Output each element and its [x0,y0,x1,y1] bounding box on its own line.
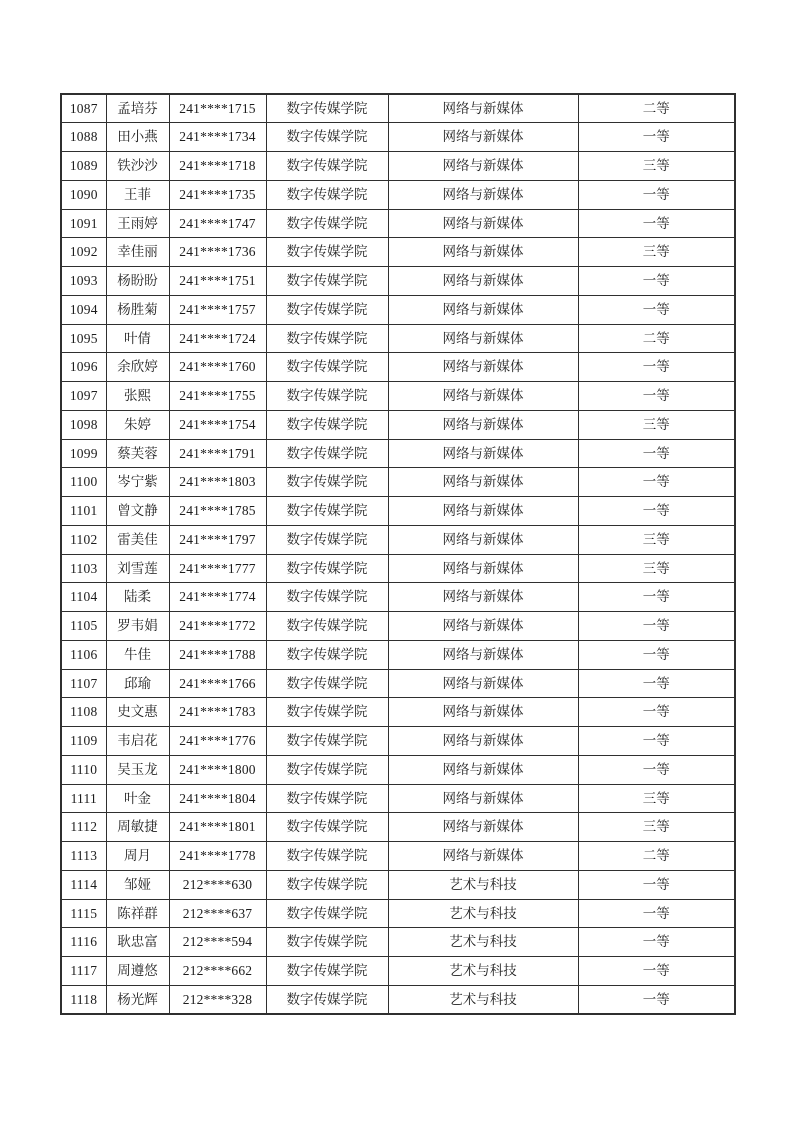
cell-student-name: 铁沙沙 [106,152,169,181]
cell-student-name: 幸佳丽 [106,238,169,267]
cell-serial-number: 1104 [61,583,106,612]
cell-award-level: 一等 [578,899,735,928]
cell-masked-student-id: 241****1760 [169,353,266,382]
table-row [61,238,735,267]
cell-college: 数字传媒学院 [266,755,388,784]
cell-college: 数字传媒学院 [266,94,388,123]
table-row [61,209,735,238]
cell-serial-number: 1103 [61,554,106,583]
cell-student-name: 杨盼盼 [106,267,169,296]
cell-student-name: 史文惠 [106,698,169,727]
cell-college: 数字传媒学院 [266,698,388,727]
cell-student-name: 陈祥群 [106,899,169,928]
cell-serial-number: 1096 [61,353,106,382]
cell-major: 艺术与科技 [388,957,578,986]
cell-serial-number: 1113 [61,842,106,871]
cell-student-name: 杨光辉 [106,985,169,1014]
cell-masked-student-id: 241****1776 [169,727,266,756]
cell-masked-student-id: 212****630 [169,870,266,899]
cell-serial-number: 1117 [61,957,106,986]
table-row [61,928,735,957]
cell-college: 数字传媒学院 [266,382,388,411]
cell-award-level: 三等 [578,554,735,583]
cell-major: 网络与新媒体 [388,525,578,554]
cell-serial-number: 1088 [61,123,106,152]
cell-serial-number: 1114 [61,870,106,899]
cell-masked-student-id: 241****1777 [169,554,266,583]
cell-college: 数字传媒学院 [266,209,388,238]
cell-masked-student-id: 241****1785 [169,497,266,526]
cell-student-name: 罗韦娟 [106,612,169,641]
cell-masked-student-id: 212****637 [169,899,266,928]
cell-major: 网络与新媒体 [388,727,578,756]
cell-masked-student-id: 241****1791 [169,439,266,468]
cell-student-name: 孟培芬 [106,94,169,123]
cell-masked-student-id: 241****1800 [169,755,266,784]
cell-college: 数字传媒学院 [266,899,388,928]
cell-college: 数字传媒学院 [266,295,388,324]
cell-award-level: 三等 [578,525,735,554]
cell-major: 网络与新媒体 [388,698,578,727]
cell-major: 网络与新媒体 [388,497,578,526]
cell-masked-student-id: 241****1751 [169,267,266,296]
cell-major: 网络与新媒体 [388,640,578,669]
cell-major: 网络与新媒体 [388,468,578,497]
cell-college: 数字传媒学院 [266,985,388,1014]
cell-masked-student-id: 241****1797 [169,525,266,554]
cell-award-level: 二等 [578,324,735,353]
cell-major: 网络与新媒体 [388,209,578,238]
cell-award-level: 三等 [578,784,735,813]
cell-award-level: 一等 [578,669,735,698]
cell-serial-number: 1098 [61,410,106,439]
cell-student-name: 余欣婷 [106,353,169,382]
cell-serial-number: 1111 [61,784,106,813]
cell-major: 网络与新媒体 [388,842,578,871]
cell-college: 数字传媒学院 [266,669,388,698]
cell-student-name: 岑宁紫 [106,468,169,497]
cell-masked-student-id: 241****1715 [169,94,266,123]
cell-serial-number: 1116 [61,928,106,957]
cell-masked-student-id: 241****1757 [169,295,266,324]
cell-student-name: 蔡芙蓉 [106,439,169,468]
cell-student-name: 刘雪莲 [106,554,169,583]
cell-college: 数字传媒学院 [266,152,388,181]
cell-award-level: 三等 [578,238,735,267]
table-row [61,123,735,152]
cell-serial-number: 1099 [61,439,106,468]
cell-major: 网络与新媒体 [388,583,578,612]
table-row [61,152,735,181]
table-row [61,784,735,813]
table-row [61,870,735,899]
table-row [61,813,735,842]
cell-award-level: 一等 [578,755,735,784]
cell-award-level: 一等 [578,295,735,324]
table-row [61,899,735,928]
cell-serial-number: 1089 [61,152,106,181]
cell-serial-number: 1110 [61,755,106,784]
cell-major: 网络与新媒体 [388,295,578,324]
table-row [61,410,735,439]
cell-college: 数字传媒学院 [266,123,388,152]
cell-masked-student-id: 241****1803 [169,468,266,497]
cell-student-name: 张熙 [106,382,169,411]
cell-college: 数字传媒学院 [266,410,388,439]
cell-major: 网络与新媒体 [388,813,578,842]
cell-award-level: 一等 [578,870,735,899]
cell-major: 网络与新媒体 [388,353,578,382]
cell-major: 艺术与科技 [388,928,578,957]
cell-award-level: 一等 [578,727,735,756]
cell-masked-student-id: 241****1783 [169,698,266,727]
cell-student-name: 周遵悠 [106,957,169,986]
cell-student-name: 田小燕 [106,123,169,152]
cell-award-level: 一等 [578,209,735,238]
cell-student-name: 牛佳 [106,640,169,669]
cell-major: 网络与新媒体 [388,267,578,296]
awards-table [60,93,736,1015]
table-row [61,727,735,756]
cell-masked-student-id: 241****1755 [169,382,266,411]
cell-major: 网络与新媒体 [388,755,578,784]
cell-student-name: 周敏捷 [106,813,169,842]
cell-major: 网络与新媒体 [388,94,578,123]
table-row [61,554,735,583]
cell-masked-student-id: 241****1774 [169,583,266,612]
cell-masked-student-id: 241****1788 [169,640,266,669]
cell-serial-number: 1109 [61,727,106,756]
awards-table-body [61,94,735,1014]
cell-award-level: 一等 [578,583,735,612]
cell-serial-number: 1105 [61,612,106,641]
cell-award-level: 二等 [578,842,735,871]
cell-major: 网络与新媒体 [388,410,578,439]
cell-serial-number: 1115 [61,899,106,928]
cell-award-level: 一等 [578,497,735,526]
cell-student-name: 王雨婷 [106,209,169,238]
table-row [61,180,735,209]
cell-student-name: 吴玉龙 [106,755,169,784]
table-row [61,525,735,554]
cell-major: 艺术与科技 [388,899,578,928]
cell-college: 数字传媒学院 [266,928,388,957]
cell-major: 网络与新媒体 [388,324,578,353]
cell-award-level: 二等 [578,94,735,123]
cell-masked-student-id: 241****1747 [169,209,266,238]
cell-award-level: 一等 [578,468,735,497]
cell-student-name: 邱瑜 [106,669,169,698]
cell-serial-number: 1102 [61,525,106,554]
cell-major: 网络与新媒体 [388,669,578,698]
cell-student-name: 曾文静 [106,497,169,526]
cell-masked-student-id: 241****1718 [169,152,266,181]
cell-serial-number: 1106 [61,640,106,669]
cell-award-level: 一等 [578,180,735,209]
table-row [61,698,735,727]
cell-award-level: 一等 [578,612,735,641]
cell-masked-student-id: 212****594 [169,928,266,957]
cell-serial-number: 1093 [61,267,106,296]
cell-serial-number: 1087 [61,94,106,123]
cell-award-level: 三等 [578,410,735,439]
cell-college: 数字传媒学院 [266,640,388,669]
cell-student-name: 叶倩 [106,324,169,353]
cell-college: 数字传媒学院 [266,612,388,641]
cell-college: 数字传媒学院 [266,324,388,353]
cell-major: 艺术与科技 [388,985,578,1014]
cell-college: 数字传媒学院 [266,238,388,267]
cell-award-level: 一等 [578,382,735,411]
cell-college: 数字传媒学院 [266,813,388,842]
table-row [61,439,735,468]
cell-college: 数字传媒学院 [266,957,388,986]
cell-major: 网络与新媒体 [388,439,578,468]
cell-major: 网络与新媒体 [388,382,578,411]
cell-college: 数字传媒学院 [266,870,388,899]
cell-serial-number: 1112 [61,813,106,842]
cell-award-level: 一等 [578,640,735,669]
cell-award-level: 一等 [578,985,735,1014]
cell-college: 数字传媒学院 [266,583,388,612]
cell-masked-student-id: 241****1772 [169,612,266,641]
cell-major: 艺术与科技 [388,870,578,899]
cell-serial-number: 1118 [61,985,106,1014]
cell-award-level: 一等 [578,267,735,296]
table-row [61,382,735,411]
cell-award-level: 一等 [578,439,735,468]
cell-masked-student-id: 241****1736 [169,238,266,267]
cell-college: 数字传媒学院 [266,439,388,468]
cell-student-name: 朱婷 [106,410,169,439]
cell-college: 数字传媒学院 [266,554,388,583]
table-row [61,755,735,784]
cell-masked-student-id: 241****1766 [169,669,266,698]
cell-award-level: 一等 [578,698,735,727]
cell-masked-student-id: 241****1724 [169,324,266,353]
cell-college: 数字传媒学院 [266,525,388,554]
table-row [61,353,735,382]
cell-award-level: 一等 [578,957,735,986]
cell-award-level: 三等 [578,813,735,842]
cell-award-level: 三等 [578,152,735,181]
cell-masked-student-id: 241****1735 [169,180,266,209]
cell-serial-number: 1092 [61,238,106,267]
cell-major: 网络与新媒体 [388,612,578,641]
table-row [61,468,735,497]
table-row [61,669,735,698]
table-row [61,640,735,669]
cell-student-name: 王菲 [106,180,169,209]
cell-serial-number: 1095 [61,324,106,353]
cell-serial-number: 1091 [61,209,106,238]
cell-college: 数字传媒学院 [266,784,388,813]
cell-serial-number: 1090 [61,180,106,209]
cell-student-name: 耿忠富 [106,928,169,957]
cell-college: 数字传媒学院 [266,353,388,382]
cell-major: 网络与新媒体 [388,152,578,181]
cell-student-name: 邹娅 [106,870,169,899]
cell-serial-number: 1108 [61,698,106,727]
cell-award-level: 一等 [578,928,735,957]
cell-masked-student-id: 241****1778 [169,842,266,871]
cell-major: 网络与新媒体 [388,238,578,267]
cell-masked-student-id: 241****1801 [169,813,266,842]
cell-serial-number: 1107 [61,669,106,698]
cell-student-name: 陆柔 [106,583,169,612]
cell-student-name: 杨胜菊 [106,295,169,324]
table-row [61,612,735,641]
cell-college: 数字传媒学院 [266,180,388,209]
cell-award-level: 一等 [578,123,735,152]
cell-masked-student-id: 212****328 [169,985,266,1014]
cell-college: 数字传媒学院 [266,727,388,756]
cell-major: 网络与新媒体 [388,123,578,152]
cell-college: 数字传媒学院 [266,267,388,296]
cell-college: 数字传媒学院 [266,468,388,497]
table-row [61,957,735,986]
cell-major: 网络与新媒体 [388,554,578,583]
cell-student-name: 周月 [106,842,169,871]
cell-award-level: 一等 [578,353,735,382]
cell-serial-number: 1100 [61,468,106,497]
cell-masked-student-id: 212****662 [169,957,266,986]
table-row [61,497,735,526]
table-row [61,324,735,353]
cell-student-name: 韦启花 [106,727,169,756]
cell-masked-student-id: 241****1734 [169,123,266,152]
table-row [61,583,735,612]
cell-student-name: 叶金 [106,784,169,813]
cell-masked-student-id: 241****1754 [169,410,266,439]
table-row [61,295,735,324]
cell-college: 数字传媒学院 [266,842,388,871]
cell-major: 网络与新媒体 [388,180,578,209]
table-row [61,94,735,123]
table-row [61,842,735,871]
cell-student-name: 雷美佳 [106,525,169,554]
cell-masked-student-id: 241****1804 [169,784,266,813]
cell-serial-number: 1101 [61,497,106,526]
cell-serial-number: 1097 [61,382,106,411]
cell-serial-number: 1094 [61,295,106,324]
table-row [61,267,735,296]
table-row [61,985,735,1014]
cell-college: 数字传媒学院 [266,497,388,526]
cell-major: 网络与新媒体 [388,784,578,813]
